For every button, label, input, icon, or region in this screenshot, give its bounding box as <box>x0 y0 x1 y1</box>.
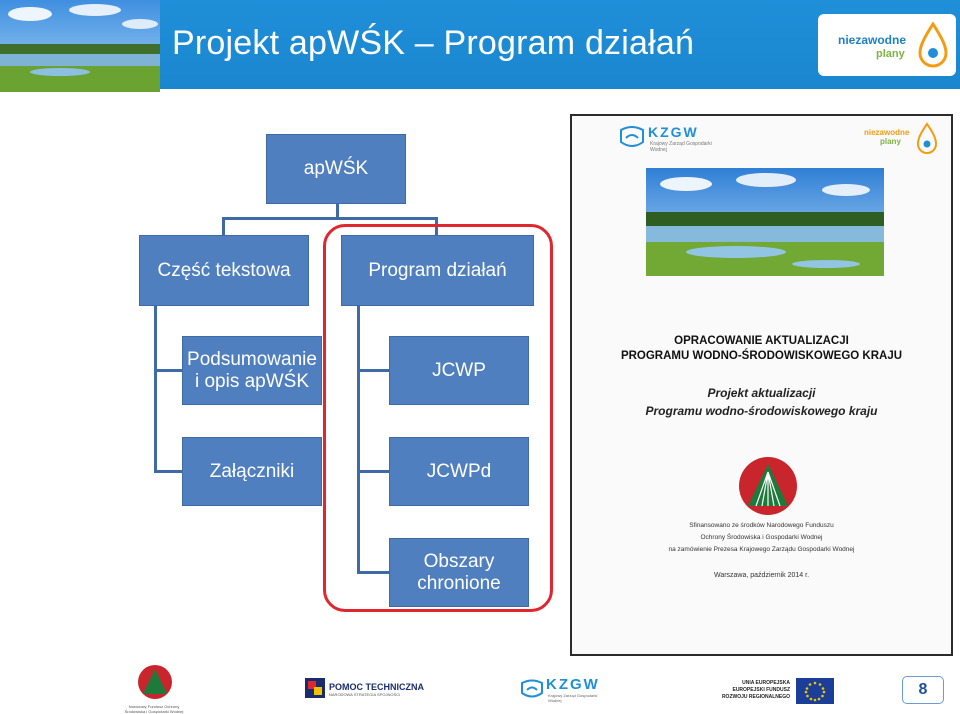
connector-horizontal <box>222 217 438 220</box>
doc-subheading <box>572 384 951 420</box>
org-child-zalaczniki[interactable]: Załączniki <box>182 437 322 506</box>
logo-word-niezawodne: niezawodne <box>838 33 907 47</box>
slide-footer <box>0 660 960 714</box>
footer-eu-line2: EUROPEJSKI FUNDUSZ <box>732 687 790 693</box>
doc-landscape-photo <box>646 168 884 276</box>
doc-kzgw-text: KZGW <box>648 124 699 140</box>
page-number: 8 <box>902 676 944 704</box>
niezawodne-plany-logo <box>818 14 956 76</box>
doc-heading-line1: OPRACOWANIE AKTUALIZACJI <box>674 335 849 347</box>
doc-heading <box>572 334 951 364</box>
footer-kzgw-subtext: Krajowy Zarząd Gospodarki Wodnej <box>548 693 598 703</box>
kzgw-emblem-icon <box>618 124 646 150</box>
footer-pt-subtext: NARODOWA STRATEGIA SPÓJNOŚCI <box>329 692 401 697</box>
logo-word-plany: plany <box>876 48 905 60</box>
doc-water-drop-icon <box>916 122 938 154</box>
footer-pt-text: POMOC TECHNICZNA <box>329 682 424 692</box>
connector-left-child-2 <box>154 470 182 473</box>
org-child-jcwpd[interactable]: JCWPd <box>389 437 529 506</box>
footer-kzgw-logo <box>520 676 610 706</box>
footer-nfos-text: Narodowy Fundusz Ochrony Środowiska i Gospodarki Wodnej <box>124 704 184 714</box>
doc-nwp-word1: niezawodne <box>864 128 910 137</box>
doc-date: Warszawa, październik 2014 r. <box>713 572 810 579</box>
org-child-obszary-chronione[interactable]: Obszary chronione <box>389 538 529 607</box>
connector-left-child-1 <box>154 369 182 372</box>
doc-niezawodne-logo <box>864 128 909 146</box>
org-child-podsumowanie[interactable]: Podsumowanie i opis apWŚK <box>182 336 322 405</box>
doc-nwp-word2: plany <box>880 137 901 146</box>
org-child-jcwp[interactable]: JCWP <box>389 336 529 405</box>
slide-header <box>0 0 960 92</box>
footer-eu-text <box>716 680 790 701</box>
nfos-emblem-icon <box>738 456 798 516</box>
footer-eu-logo <box>716 678 836 706</box>
pomoc-techniczna-icon <box>305 678 325 698</box>
connector-left-branch <box>222 217 225 235</box>
footer-pomoc-techniczna-logo <box>305 678 424 698</box>
doc-subheading-line2: Programu wodno-środowiskowego kraju <box>645 404 878 418</box>
footer-eu-line1: UNIA EUROPEJSKA <box>742 680 790 686</box>
doc-kzgw-subtext: Krajowy Zarząd Gospodarki Wodnej <box>650 141 712 153</box>
connector-left-vertical <box>154 306 157 472</box>
org-branch-czesc-tekstowa[interactable]: Część tekstowa <box>139 235 309 306</box>
page-title: Projekt apWŚK – Program działań <box>172 24 695 62</box>
doc-funding-line2: Ochrony Środowiska i Gospodarki Wodnej <box>700 534 823 541</box>
footer-kzgw-emblem-icon <box>520 678 544 700</box>
footer-kzgw-text: KZGW <box>546 676 600 693</box>
header-landscape-photo <box>0 0 160 92</box>
org-root-apwsk[interactable]: apWŚK <box>266 134 406 204</box>
doc-heading-line2: PROGRAMU WODNO-ŚRODOWISKOWEGO KRAJU <box>620 350 903 362</box>
footer-nfos-emblem-icon <box>137 664 173 700</box>
eu-flag-icon <box>796 678 834 704</box>
document-cover-preview <box>570 114 953 656</box>
doc-funding-line3: na zamówienie Prezesa Krajowego Zarządu Gospodarki Wodnej <box>668 546 855 553</box>
connector-root-down <box>336 204 339 218</box>
highlight-outline <box>323 224 553 612</box>
doc-funding-note <box>572 520 951 556</box>
water-drop-icon <box>918 22 948 68</box>
doc-subheading-line1: Projekt aktualizacji <box>707 386 816 400</box>
footer-eu-line3: ROZWOJU REGIONALNEGO <box>721 694 790 700</box>
org-branch-program-dzialan[interactable]: Program działań <box>341 235 534 306</box>
doc-funding-line1: Sfinansowano ze środków Narodowego Funduszu <box>689 522 834 529</box>
